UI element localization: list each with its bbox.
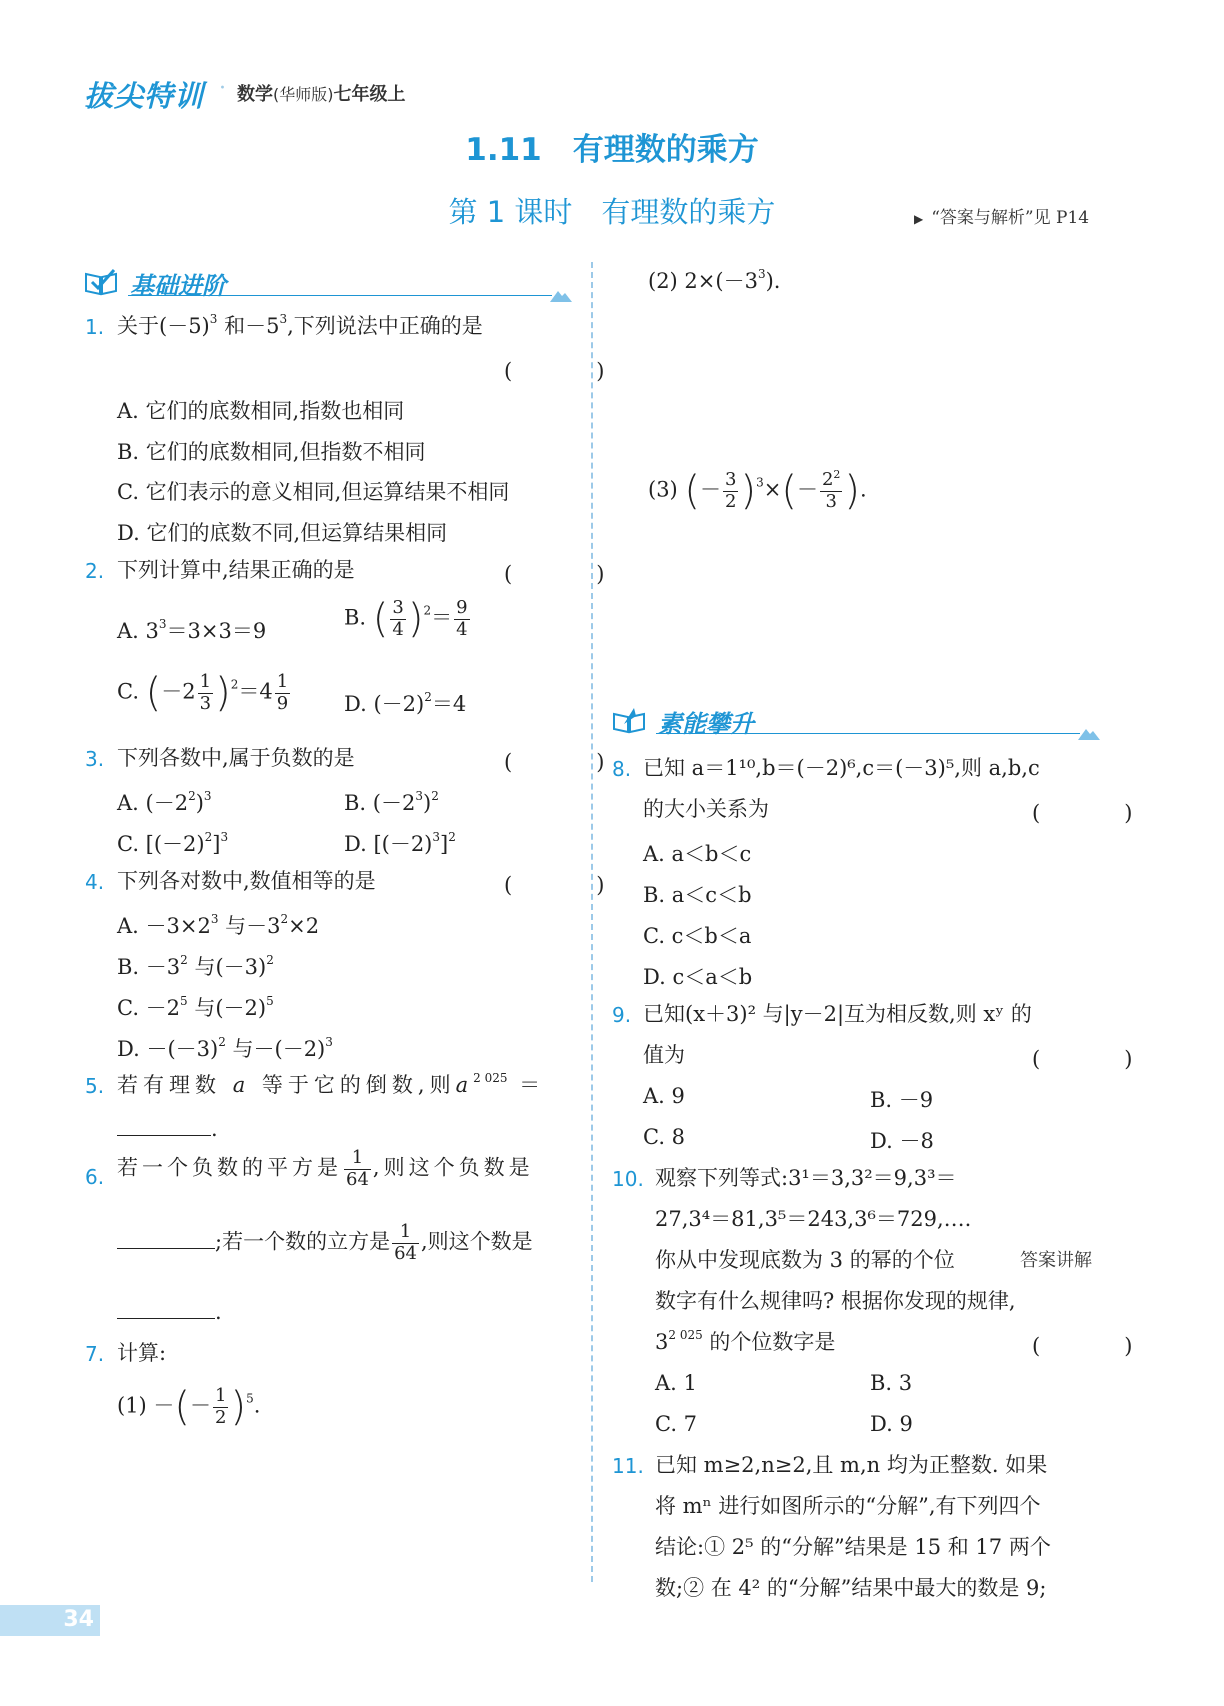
page-number: 34 bbox=[63, 1607, 94, 1632]
fraction bbox=[820, 470, 842, 512]
question-number: 7. bbox=[85, 1342, 105, 1366]
exponent: 3 bbox=[415, 789, 423, 803]
exponent: 3 bbox=[209, 312, 218, 326]
base: 3 bbox=[655, 1330, 669, 1354]
video-explanation-link[interactable]: 答案讲解 bbox=[1020, 1250, 1092, 1271]
part-label: (2) 2×(－3 bbox=[648, 269, 758, 293]
option-label: D. (－2) bbox=[344, 692, 425, 716]
subject-label bbox=[237, 80, 406, 106]
answer-brackets[interactable]: ( ) bbox=[1032, 801, 1147, 825]
option-c[interactable]: C. c＜b＜a bbox=[643, 924, 752, 948]
exponent: 2 bbox=[431, 789, 439, 803]
question-line: 结论:① 2⁵ 的“分解”结果是 15 和 17 两个 bbox=[655, 1535, 1051, 1559]
brand-separator: · bbox=[219, 76, 226, 101]
part-label: (1) － bbox=[117, 1393, 175, 1418]
expr: C. －2 bbox=[117, 996, 181, 1020]
numerator: 1 bbox=[215, 1385, 227, 1406]
stem-part: ,则这个负数是 bbox=[372, 1155, 534, 1180]
expr: B. (－2 bbox=[344, 791, 416, 815]
exponent: 3 bbox=[220, 830, 229, 844]
answer-brackets[interactable]: ( ) bbox=[1032, 1047, 1147, 1071]
expr: 与－3 bbox=[218, 914, 281, 938]
option-b[interactable]: B. a＜c＜b bbox=[643, 883, 752, 907]
option-b[interactable]: B. －9 bbox=[870, 1088, 934, 1112]
part-label: (3) bbox=[648, 477, 685, 502]
part-3: (3) (－ $\frac{3}{2}$ )$^3$×(－ $\frac{2^2}{3}$ ). bbox=[648, 468, 867, 515]
part-2 bbox=[648, 265, 780, 295]
left-paren: ( bbox=[781, 468, 797, 515]
question-line: 数字有什么规律吗? 根据你发现的规律, bbox=[655, 1289, 1016, 1313]
expr: C. [(－2) bbox=[117, 832, 205, 856]
option-b[interactable]: B. 3 bbox=[870, 1371, 913, 1395]
section-advanced-title: 素能攀升 bbox=[658, 710, 754, 738]
question-stem bbox=[117, 1148, 534, 1190]
exponent: 2 025 bbox=[668, 1328, 703, 1342]
fraction bbox=[198, 672, 213, 714]
stem-part: 若一个负数的平方是 bbox=[117, 1155, 342, 1180]
base: 2 bbox=[821, 469, 834, 490]
numerator: 1 bbox=[392, 1222, 419, 1244]
part-1: (1) －(－ $\frac{1}{2}$ )$^5$. bbox=[117, 1384, 261, 1431]
exponent: 3 bbox=[158, 617, 167, 631]
question-line bbox=[655, 1330, 835, 1355]
equals: ＝ bbox=[431, 605, 453, 630]
exponent: 3 bbox=[203, 789, 212, 803]
numerator: 1 bbox=[344, 1148, 371, 1170]
option-b[interactable] bbox=[117, 951, 274, 981]
blank[interactable] bbox=[117, 1228, 215, 1249]
question-line: 已知 m≥2,n≥2,且 m,n 均为正整数. 如果 bbox=[655, 1453, 1048, 1477]
denominator: 64 bbox=[394, 1242, 417, 1264]
exponent: 5 bbox=[180, 994, 188, 1008]
fraction bbox=[392, 1222, 419, 1264]
option-c[interactable] bbox=[117, 992, 274, 1022]
question-number: 2. bbox=[85, 559, 105, 583]
answer-line[interactable] bbox=[117, 1298, 222, 1325]
exponent: 2 bbox=[204, 830, 213, 844]
answer-reference-text: “答案与解析”见 P14 bbox=[931, 208, 1090, 228]
option-d[interactable]: D. 它们的底数不同,但运算结果相同 bbox=[117, 521, 448, 545]
section-rule bbox=[128, 295, 552, 296]
exponent: 2 bbox=[230, 677, 239, 692]
expr: ). bbox=[765, 269, 781, 293]
blank[interactable] bbox=[117, 1298, 215, 1319]
denominator: 9 bbox=[276, 692, 289, 714]
numerator: 1 bbox=[199, 671, 212, 692]
variable: a bbox=[455, 1073, 474, 1097]
denominator: 4 bbox=[392, 618, 404, 640]
exponent: 5 bbox=[266, 994, 274, 1008]
question-number: 9. bbox=[612, 1003, 632, 1027]
left-paren: ( bbox=[174, 1384, 191, 1431]
fraction bbox=[344, 1148, 371, 1190]
right-paren: ) bbox=[844, 468, 861, 515]
stem-part: ,则这个数是 bbox=[420, 1229, 533, 1254]
numerator bbox=[820, 470, 842, 492]
right-paren: ) bbox=[740, 468, 757, 515]
expr: B. －3 bbox=[117, 955, 181, 979]
option-d[interactable] bbox=[344, 688, 466, 718]
stem-part: ;若一个数的立方是 bbox=[215, 1229, 391, 1254]
question-number: 5. bbox=[85, 1074, 105, 1098]
expr: 与(－3) bbox=[187, 955, 267, 979]
numerator: 3 bbox=[392, 597, 404, 618]
option-a[interactable]: A. 1 bbox=[655, 1371, 697, 1395]
play-triangle-icon: ▶ bbox=[914, 212, 924, 226]
exponent: 3 bbox=[432, 830, 441, 844]
expr: 与－(－2) bbox=[225, 1037, 326, 1061]
left-paren: ( bbox=[372, 596, 389, 643]
option-c[interactable]: C. 7 bbox=[655, 1412, 698, 1436]
expr: ) bbox=[422, 791, 432, 815]
expr: ×2 bbox=[288, 914, 320, 938]
option-a[interactable] bbox=[117, 787, 212, 817]
exponent: 3 bbox=[757, 267, 766, 281]
exponent: 5 bbox=[246, 1391, 254, 1406]
question-line: 观察下列等式:3¹＝3,3²＝9,3³＝ bbox=[655, 1166, 957, 1190]
option-d[interactable] bbox=[117, 1033, 333, 1063]
question-stem bbox=[117, 1073, 545, 1098]
expr: A. (－2 bbox=[117, 791, 189, 815]
fraction bbox=[723, 470, 738, 512]
expr: D. [(－2) bbox=[344, 832, 433, 856]
exponent: 3 bbox=[756, 475, 764, 490]
fraction bbox=[213, 1386, 228, 1428]
expr: ) bbox=[195, 791, 204, 815]
option-a[interactable]: A. 9 bbox=[643, 1084, 685, 1108]
exponent: 2 bbox=[188, 789, 196, 803]
question-number: 10. bbox=[612, 1167, 644, 1191]
equals: ＝ bbox=[519, 1073, 546, 1097]
answer-brackets[interactable]: ( ) bbox=[1032, 1334, 1147, 1358]
right-paren: ) bbox=[215, 670, 231, 717]
option-c[interactable]: C. 8 bbox=[643, 1125, 686, 1149]
expr: 与(－2) bbox=[187, 996, 267, 1020]
right-paren: ) bbox=[407, 596, 424, 643]
question-number: 8. bbox=[612, 757, 632, 781]
chapter-title: 1.11 有理数的乘方 bbox=[465, 132, 759, 168]
answer-brackets[interactable]: ( ) bbox=[504, 562, 619, 586]
section-basic-title: 基础进阶 bbox=[130, 272, 226, 300]
question-stem-2 bbox=[117, 1222, 533, 1264]
period: . bbox=[211, 1117, 218, 1141]
expr: ] bbox=[440, 832, 449, 856]
numerator: 3 bbox=[725, 469, 737, 490]
question-stem: 计算: bbox=[117, 1341, 167, 1365]
denominator: 64 bbox=[346, 1168, 369, 1190]
exponent: 2 bbox=[423, 603, 432, 618]
denominator: 3 bbox=[199, 692, 212, 714]
right-paren: ) bbox=[230, 1384, 247, 1431]
option-d[interactable]: D. c＜a＜b bbox=[643, 965, 753, 989]
expression: ＝3×3＝9 bbox=[166, 619, 267, 643]
denominator: 2 bbox=[215, 1406, 227, 1428]
column-divider bbox=[591, 262, 593, 1582]
option-d[interactable] bbox=[344, 828, 456, 858]
exponent: 2 bbox=[424, 690, 432, 704]
expr: ] bbox=[212, 832, 221, 856]
left-paren: ( bbox=[145, 670, 162, 717]
question-number: 11. bbox=[612, 1454, 644, 1478]
option-label: B. bbox=[344, 605, 373, 630]
exponent: 3 bbox=[279, 312, 288, 326]
section-advanced-header bbox=[612, 702, 1100, 742]
equals: ＝4 bbox=[238, 679, 273, 704]
question-stem bbox=[117, 314, 483, 339]
expression: ＝4 bbox=[431, 692, 467, 716]
option-a[interactable] bbox=[117, 910, 319, 940]
option-d[interactable]: D. －8 bbox=[870, 1129, 934, 1153]
stem-part: 和－5 bbox=[217, 314, 280, 338]
exponent: 3 bbox=[325, 1035, 333, 1049]
option-b[interactable] bbox=[344, 596, 472, 643]
question-stem-2: 的大小关系为 bbox=[643, 797, 769, 821]
stem-part: 关于(－5) bbox=[117, 314, 210, 338]
option-label: C. bbox=[117, 679, 146, 704]
question-stem: 下列各对数中,数值相等的是 bbox=[117, 869, 376, 893]
book-rocket-icon bbox=[612, 706, 646, 734]
question-line: 27,3⁴＝81,3⁵＝243,3⁶＝729,…. bbox=[655, 1207, 972, 1231]
fraction bbox=[390, 598, 405, 640]
expr: D. －(－3) bbox=[117, 1037, 219, 1061]
page-number-tab bbox=[0, 1605, 100, 1636]
exponent: 2 bbox=[448, 830, 456, 844]
subject-edition: (华师版) bbox=[273, 85, 334, 104]
brand-logo: 拔尖特训 bbox=[84, 79, 205, 113]
exponent: 2 bbox=[280, 912, 289, 926]
answer-brackets[interactable]: ( ) bbox=[504, 359, 619, 383]
period: . bbox=[215, 1300, 222, 1324]
question-number: 1. bbox=[85, 315, 105, 339]
section-basic-header bbox=[84, 264, 572, 304]
section-rule bbox=[656, 733, 1080, 734]
exponent: 2 025 bbox=[473, 1071, 508, 1085]
exponent: 2 bbox=[833, 468, 841, 481]
denominator: 4 bbox=[456, 618, 468, 640]
exponent: 2 bbox=[180, 953, 188, 967]
numerator: 9 bbox=[456, 597, 468, 618]
option-a[interactable]: A. a＜b＜c bbox=[643, 842, 752, 866]
question-number: 6. bbox=[85, 1165, 105, 1189]
exponent: 2 bbox=[266, 953, 274, 967]
left-paren: ( bbox=[684, 468, 701, 515]
stem-part: 若有理数 bbox=[117, 1073, 221, 1097]
subject-grade: 七年级上 bbox=[333, 84, 406, 105]
mountain-icon bbox=[550, 288, 572, 302]
exponent: 2 bbox=[218, 1035, 226, 1049]
option-d[interactable]: D. 9 bbox=[870, 1412, 913, 1436]
question-stem: 下列计算中,结果正确的是 bbox=[117, 558, 355, 582]
question-number: 4. bbox=[85, 870, 105, 894]
option-c[interactable] bbox=[117, 670, 292, 717]
stem-part: ,下列说法中正确的是 bbox=[287, 314, 483, 338]
option-b[interactable] bbox=[344, 787, 439, 817]
option-b[interactable]: B. 它们的底数相同,但指数不相同 bbox=[117, 440, 426, 464]
stem-part: 等于它的倒数,则 bbox=[261, 1073, 456, 1097]
exponent: 3 bbox=[210, 912, 219, 926]
question-stem: 下列各数中,属于负数的是 bbox=[117, 746, 355, 770]
question-number: 3. bbox=[85, 747, 105, 771]
question-stem-2: 值为 bbox=[643, 1043, 685, 1067]
variable: a bbox=[232, 1073, 251, 1097]
base: 3 bbox=[145, 619, 159, 643]
blank[interactable] bbox=[117, 1115, 211, 1136]
answer-line[interactable] bbox=[117, 1115, 218, 1142]
option-c[interactable]: C. 它们表示的意义相同,但运算结果不相同 bbox=[117, 480, 510, 504]
denominator: 2 bbox=[725, 490, 737, 512]
numerator: 1 bbox=[276, 671, 289, 692]
denominator: 3 bbox=[825, 490, 837, 512]
question-line: 你从中发现底数为 3 的幂的个位 bbox=[655, 1248, 955, 1272]
whole-part: －2 bbox=[161, 679, 196, 704]
book-check-icon bbox=[84, 268, 118, 296]
option-a[interactable] bbox=[117, 615, 266, 645]
question-line: 将 mⁿ 进行如图所示的“分解”,有下列四个 bbox=[655, 1494, 1041, 1518]
lesson-title: 第 1 课时 有理数的乘方 bbox=[448, 195, 776, 229]
subject-main: 数学 bbox=[237, 84, 273, 105]
option-label: A. bbox=[117, 619, 146, 643]
stem-part: 的个位数字是 bbox=[702, 1330, 836, 1354]
question-line: 数;② 在 4² 的“分解”结果中最大的数是 9; bbox=[655, 1576, 1047, 1600]
option-c[interactable] bbox=[117, 828, 228, 858]
option-a[interactable]: A. 它们的底数相同,指数也相同 bbox=[117, 399, 405, 423]
question-stem: 已知 a＝1¹⁰,b＝(－2)⁶,c＝(－3)⁵,则 a,b,c bbox=[643, 756, 1040, 780]
fraction bbox=[454, 598, 469, 640]
answer-brackets[interactable]: ( ) bbox=[504, 750, 619, 774]
answer-brackets[interactable]: ( ) bbox=[504, 873, 619, 897]
answer-reference[interactable] bbox=[914, 203, 1089, 228]
question-stem: 已知(x＋3)² 与|y－2|互为相反数,则 xʸ 的 bbox=[643, 1002, 1032, 1026]
fraction bbox=[275, 672, 290, 714]
mountain-icon bbox=[1078, 726, 1100, 740]
expr: A. －3×2 bbox=[117, 914, 211, 938]
